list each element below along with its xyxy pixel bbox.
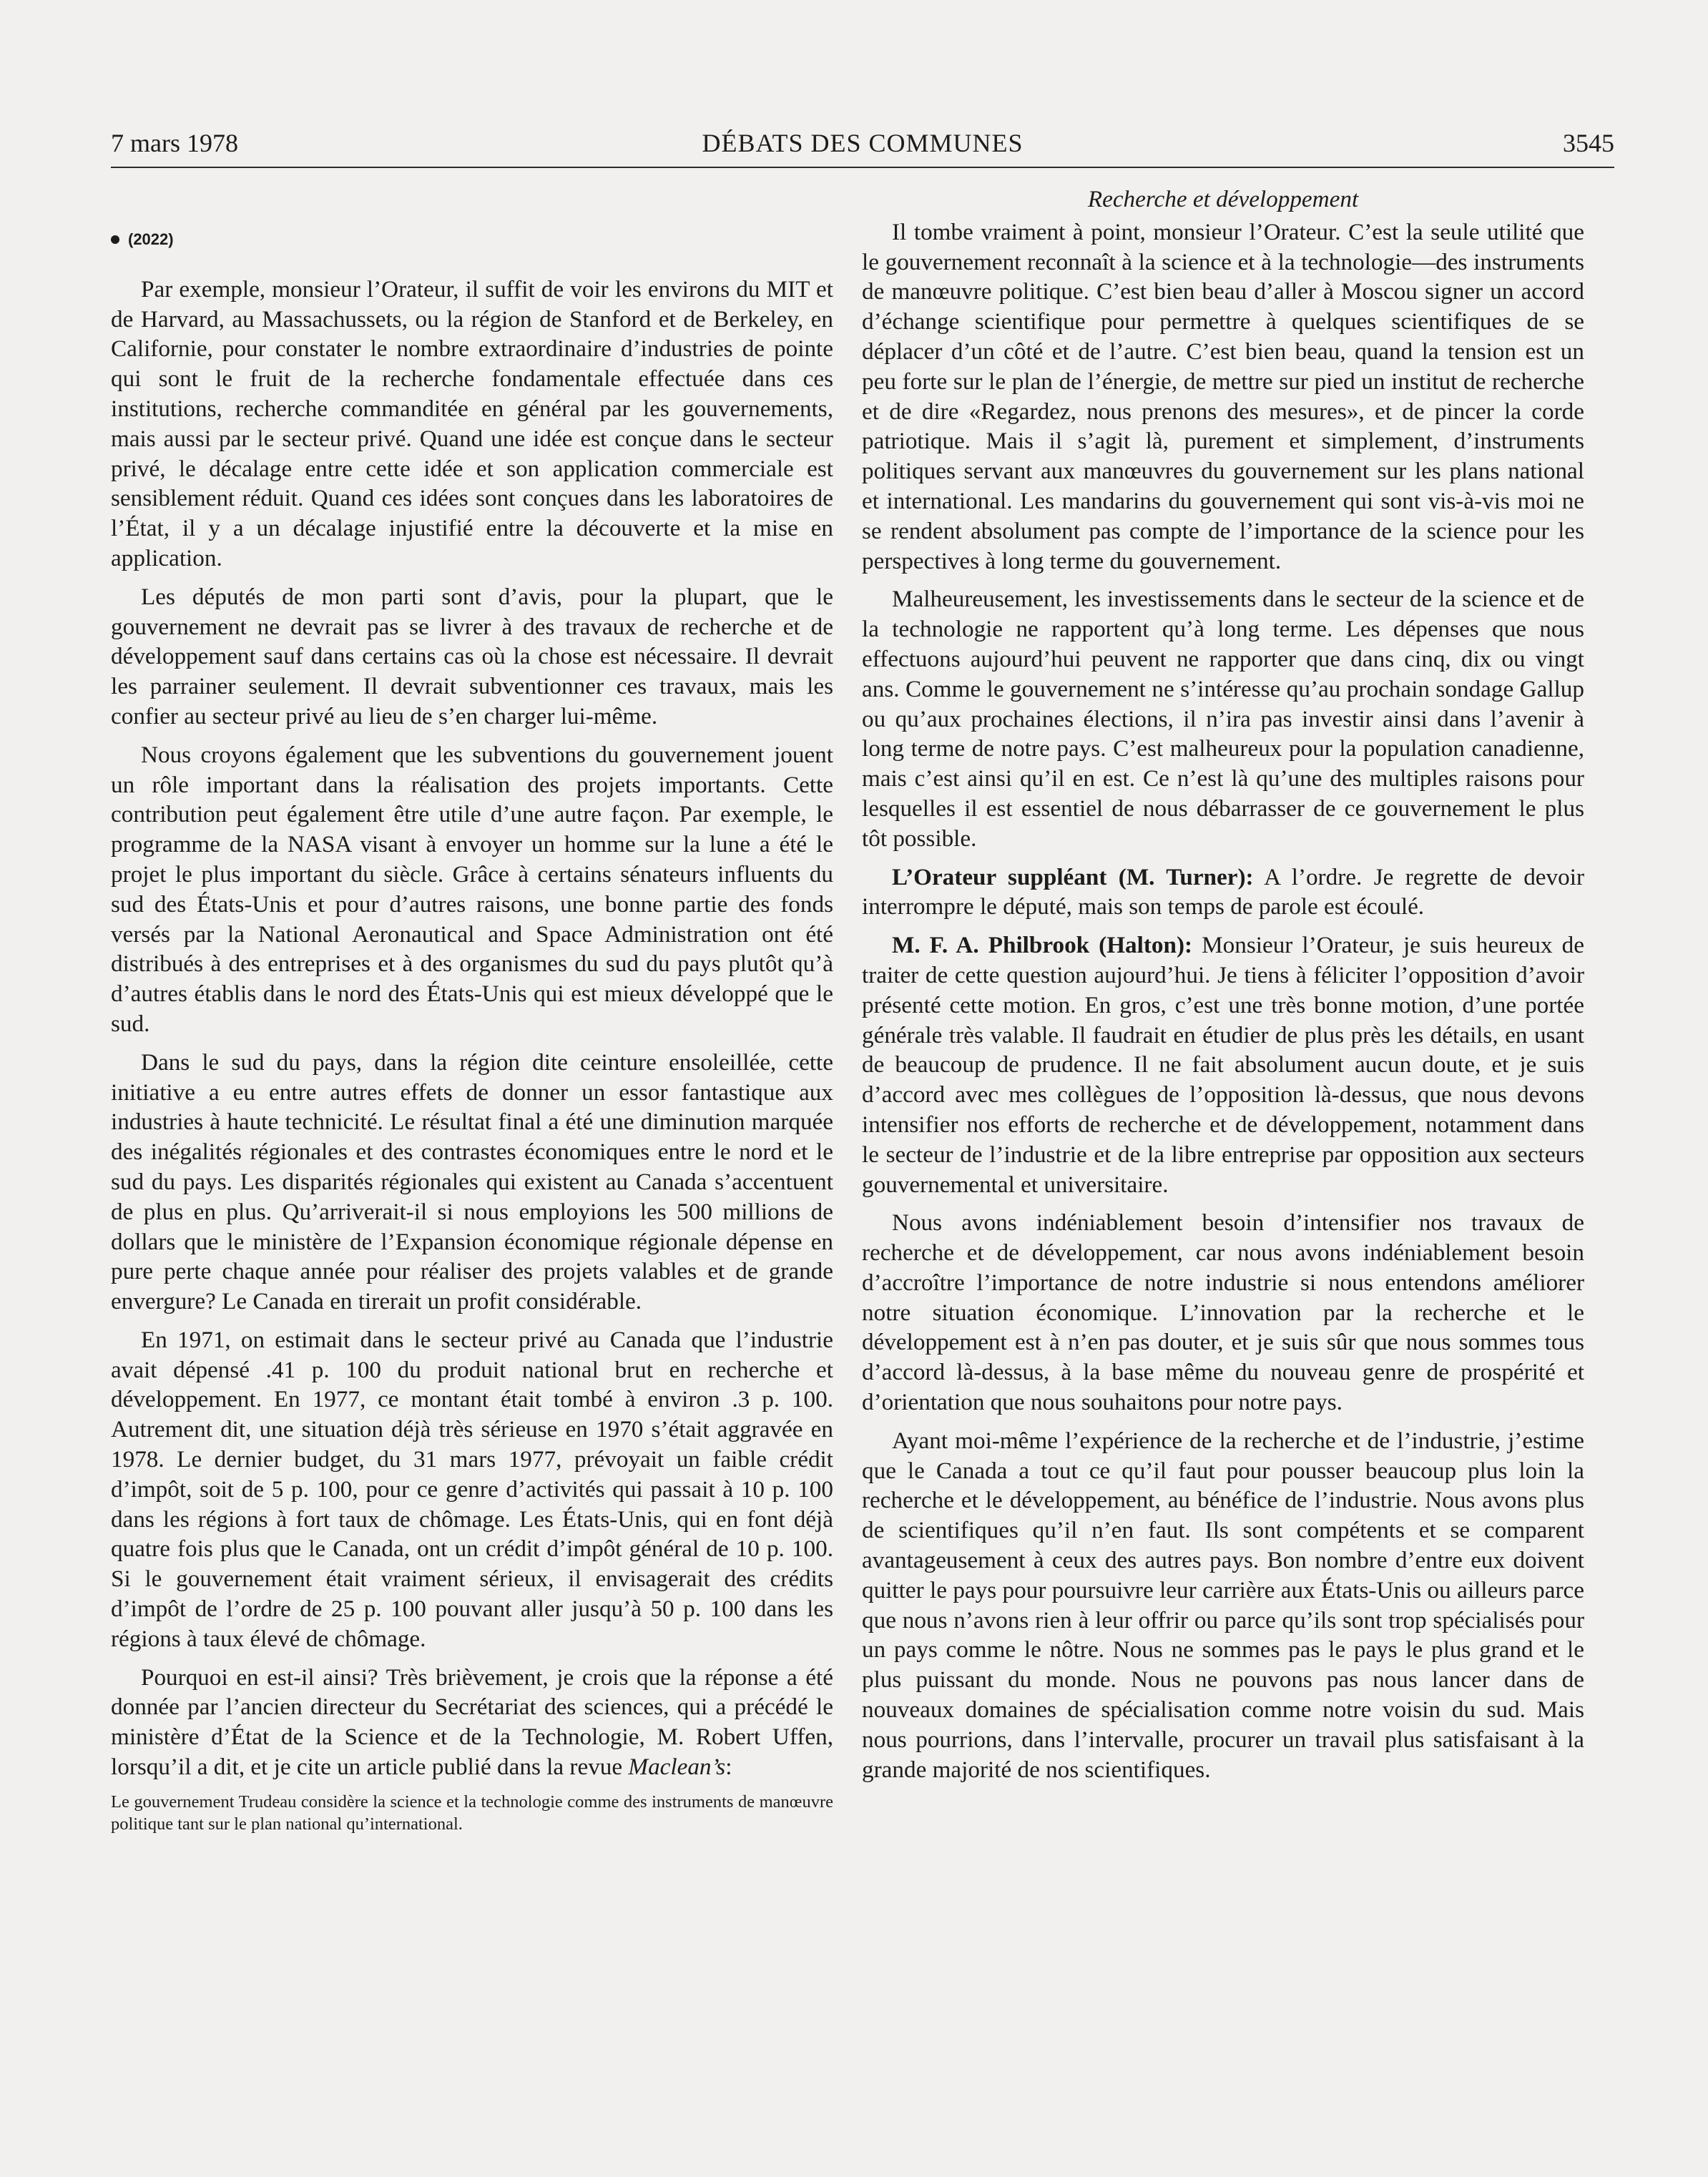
paragraph: En 1971, on estimait dans le secteur privé au Canada que l’industrie avait dépensé .41 p. 100 du produit national brut en recherche et développement. En 1977, ce montant était tombé à environ .3 p. 100. Autrement dit, une situation déjà très sérieuse en 1970 s’était aggravée en 1978. Le dernier budget, du 31 mars 1977, prévoyait un faible crédit d’impôt, soit de 5 p. 100, pour ce genre d’activités qui passait à 10 p. 100 dans les régions à fort taux de chômage. Les États-Unis, qui en font déjà quatre fois plus que le Canada, ont un crédit d’impôt général de 10 p. 100. Si le gouvernement était vraiment sérieux, il envisagerait des crédits d’impôt de l’ordre de 25 p. 100 pouvant aller jusqu’à 50 p. 100 dans les régions à taux élevé de chômage. bbox=[111, 1326, 833, 1652]
section-heading: Recherche et développement bbox=[1087, 186, 1359, 212]
left-column bbox=[111, 220, 833, 1844]
paragraph: Les députés de mon parti sont d’avis, pour la plupart, que le gouvernement ne devrait pas se livrer à des travaux de recherche et de développement sauf dans certains cas où la chose est nécessaire. Il devrait les parrainer seulement. Il devrait subventionner ces travaux, mais les confier au secteur privé au lieu de s’en charger lui-même. bbox=[111, 583, 833, 729]
speaker-name: L’Orateur suppléant (M. Turner): bbox=[892, 863, 1254, 890]
running-header bbox=[111, 125, 1614, 168]
paragraph: Dans le sud du pays, dans la région dite ceinture ensoleillée, cette initiative a eu entre autres effets de donner un essor fantastique aux industries à haute technicité. Le résultat final a été une diminution marquée des inégalités régionales et des contrastes économiques entre le nord et le sud du pays. Les disparités régionales qui existent au Canada s’accentuent de plus en plus. Qu’arriverait-il si nous employions les 500 millions de dollars que le ministère de l’Expansion économique régionale dépense en pure perte chaque année pour réaliser des projets valables et de grande envergure? Le Canada en tirerait un profit considérable. bbox=[111, 1048, 833, 1315]
paragraph: Ayant moi-même l’expérience de la recherche et de l’industrie, j’estime que le Canada a tout ce qu’il faut pour pousser beaucoup plus loin la recherche et le développement, au bénéfice de l’industrie. Nous avons plus de scientifiques qu’il n’en faut. Ils sont compétents et se comparent avantageusement à ceux des autres pays. Bon nombre d’entre eux doivent quitter le pays pour poursuivre leur carrière aux États-Unis ou ailleurs parce que nous n’avons rien à leur offrir ou parce qu’ils sont trop spécialisés pour un pays comme le nôtre. Nous ne sommes pas le pays le plus grand et le plus puissant du monde. Nous ne pouvons pas nous lancer dans de nouveaux domaines de spécialisation comme notre voisin du sud. Mais nous pourrions, dans l’intervalle, procurer un travail plus satisfaisant à la grande majorité de nos scientifiques. bbox=[862, 1427, 1584, 1783]
time-marker bbox=[111, 225, 833, 255]
paragraph bbox=[862, 930, 1584, 1199]
paragraph-text: Monsieur l’Orateur, je suis heureux de traiter de cette question aujourd’hui. Je tiens à féliciter l’opposition d’avoir présenté cette motion. En gros, c’est une très bonne motion, d’une portée générale très valable. Il faudrait en étudier de plus près les détails, en usant de beaucoup de prudence. Il ne fait absolument aucun doute, et je suis d’accord avec mes collègues de l’opposition là-dessus, que nous devons intensifier nos efforts de recherche et de développement, notamment dans le secteur de l’industrie et de la libre entreprise par opposition aux secteurs gouvernemental et universitaire. bbox=[862, 932, 1584, 1198]
paragraph: Nous avons indéniablement besoin d’intensifier nos travaux de recherche et de développement, car nous avons indéniablement besoin d’accroître l’importance de notre industrie si nous entendons améliorer notre situation économique. L’innovation par la recherche et le développement est à n’en pas douter, et je suis sûr que nous sommes tous d’accord là-dessus, à la base même du nouveau genre de prospérité et d’orientation que nous souhaitons pour notre pays. bbox=[862, 1209, 1584, 1416]
time-marker-text: (2022) bbox=[128, 230, 174, 248]
speaker-name: M. F. A. Philbrook (Halton): bbox=[892, 932, 1193, 959]
bullet-icon bbox=[111, 235, 119, 244]
paragraph: Par exemple, monsieur l’Orateur, il suffit de voir les environs du MIT et de Harvard, au Massachussets, ou la région de Stanford et de Berkeley, en Californie, pour constater le nombre extraordinaire d’industries de pointe qui sont le fruit de la recherche fondamentale effectuée dans ces institutions, recherche commanditée en général par les gouvernements, mais aussi par le secteur privé. Quand une idée est conçue dans le secteur privé, le décalage entre cette idée et son application commerciale est sensiblement réduit. Quand ces idées sont conçues dans les laboratoires de l’État, il y a un décalage injustifié entre la découverte et la mise en application. bbox=[111, 275, 833, 571]
paragraph bbox=[862, 863, 1584, 923]
block-quote: Le gouvernement Trudeau considère la science et la technologie comme des instruments de manœuvre politique tant sur le plan national qu’international. bbox=[111, 1792, 833, 1834]
paragraph: Nous croyons également que les subventions du gouvernement jouent un rôle important dans la réalisation des projets importants. Cette contribution peut également être utile d’une autre façon. Par exemple, le programme de la NASA visant à envoyer un homme sur la lune a été le projet le plus important du siècle. Grâce à certains sénateurs influents du sud des États-Unis et pour d’autres raisons, une bonne partie des fonds versés par la National Aeronautical and Space Administration ont été distribués à des entreprises et à des organismes du sud du pays plutôt qu’à d’autres établis dans le nord des États-Unis qui est mieux développé que le sud. bbox=[111, 741, 833, 1037]
page-number: 3545 bbox=[1563, 129, 1614, 157]
right-column bbox=[862, 185, 1584, 1793]
header-title: DÉBATS DES COMMUNES bbox=[702, 129, 1024, 157]
paragraph-text: Pourquoi en est-il ainsi? Très brièvement, je crois que la réponse a été donnée par l’ancien directeur du Secrétariat des sciences, qui a précédé le ministère d’État de la Science et de la Technologie, M. Robert Uffen, lorsqu’il a dit, et je cite un article publié dans la revue bbox=[111, 1664, 833, 1781]
header-date: 7 mars 1978 bbox=[111, 129, 238, 157]
paragraph-text: A l’ordre. Je regrette de devoir interrompre le député, mais son temps de parole est écoulé. bbox=[862, 863, 1584, 920]
paragraph-end: : bbox=[725, 1754, 732, 1781]
paragraph: Il tombe vraiment à point, monsieur l’Orateur. C’est la seule utilité que le gouvernement reconnaît à la science et à la technologie—des instruments de manœuvre politique. C’est bien beau d’aller à Moscou signer un accord d’échange scientifique pour permettre à quelques scientifiques de se déplacer d’un côté et de l’autre. C’est bien beau, quand la tension est un peu forte sur le plan de l’énergie, de mettre sur pied un institut de recherche et de dire «Regardez, nous prenons des mesures», et de pincer la corde patriotique. Mais il s’agit là, purement et simplement, d’instruments politiques servant aux manœuvres du gouvernement sur les plans national et international. Les mandarins du gouvernement qui sont vis-à-vis moi ne se rendent absolument pas compte de l’importance de la science pour les perspectives à long terme du gouvernement. bbox=[862, 218, 1584, 574]
paragraph bbox=[111, 1663, 833, 1782]
paragraph: Malheureusement, les investissements dans le secteur de la science et de la technologie ne rapportent qu’à long terme. Les dépenses que nous effectuons aujourd’hui peuvent ne rapporter que dans cinq, dix ou vingt ans. Comme le gouvernement ne s’intéresse qu’au prochain sondage Gallup ou qu’aux prochaines élections, il n’ira pas investir ainsi dans l’avenir à long terme de notre pays. C’est malheureux pour la population canadienne, mais c’est ainsi qu’il en est. Ce n’est là qu’une des multiples raisons pour lesquelles il est essentiel de nous débarrasser de ce gouvernement le plus tôt possible. bbox=[862, 586, 1584, 852]
magazine-title: Maclean’s bbox=[628, 1754, 726, 1781]
